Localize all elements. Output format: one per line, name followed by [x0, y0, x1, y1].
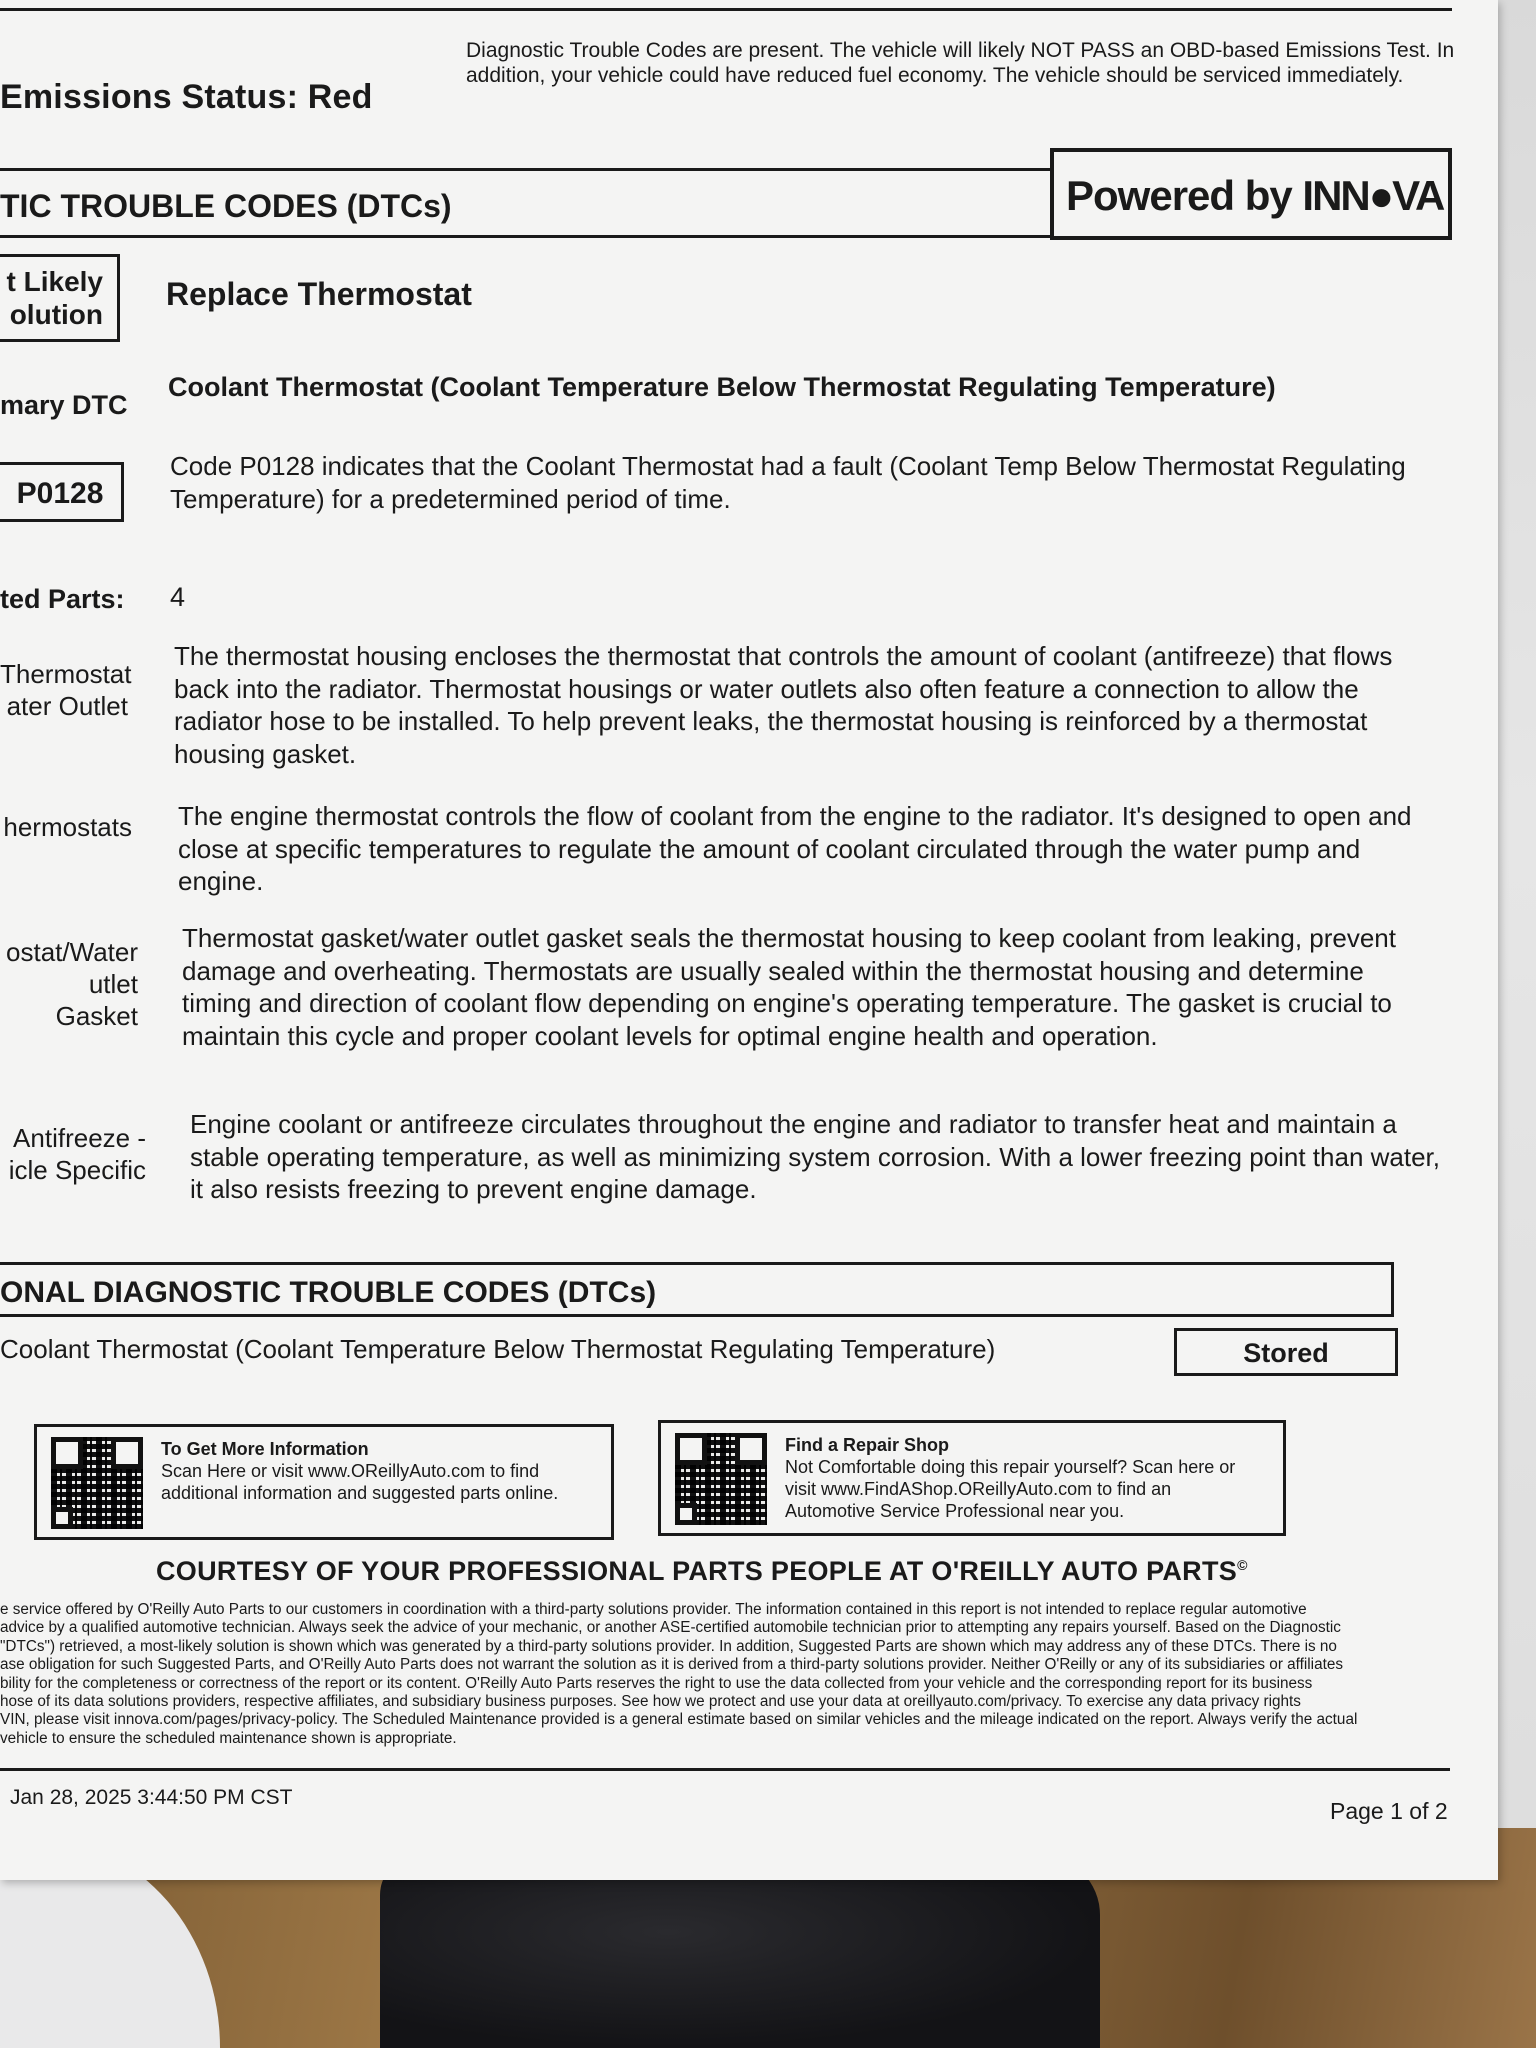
dtc-section-title: TIC TROUBLE CODES (DTCs)	[0, 188, 452, 224]
part-name-thermostats: hermostats	[3, 812, 132, 842]
part-description-thermostats: The engine thermostat controls the flow of coolant from the engine to the radiator. It's designed to open and close at specific temperatures to regulate the amount of coolant circulated through the water pump and engine.	[178, 801, 1412, 896]
more-info-text: Scan Here or visit www.OReillyAuto.com to find additional information and suggested parts online.	[161, 1461, 559, 1503]
courtesy-line	[156, 1556, 1248, 1587]
dark-cloth-background	[380, 1855, 1100, 2048]
powered-by-innova-logo	[1050, 148, 1452, 240]
qr-code-icon[interactable]	[51, 1437, 143, 1529]
disclaimer	[0, 1601, 1440, 1748]
disclaimer-line: advice by a qualified automotive technician. Always seek the advice of your mechanic, or another ASE-certified automobile technician prior to attempting any repairs yourself. Based on the Diagnostic	[0, 1619, 1341, 1637]
solution-value: Replace Thermostat	[166, 276, 472, 312]
primary-dtc-label: mary DTC	[0, 390, 128, 420]
dtc-status-badge: Stored	[1174, 1328, 1398, 1376]
emissions-status-message: Diagnostic Trouble Codes are present. The vehicle will likely NOT PASS an OBD-based Emissions Test. In addition, your vehicle could have reduced fuel economy. The vehicle should be serviced immediately.	[466, 39, 1455, 87]
emissions-status-title: Emissions Status: Red	[0, 78, 373, 116]
qr-code-icon[interactable]	[675, 1433, 767, 1525]
innova-brand: INN●VA	[1302, 172, 1444, 219]
page-number: Page 1 of 2	[1330, 1798, 1448, 1824]
disclaimer-line: "DTCs") retrieved, a most-likely solution is shown which was generated by a third-party solutions provider. In addition, Suggested Parts are shown which may address any of these DTCs. There is no	[0, 1637, 1337, 1655]
most-likely-solution-label: t Likely olution	[0, 254, 120, 342]
repair-shop-panel	[658, 1420, 1286, 1536]
part-description-thermostat-gasket: Thermostat gasket/water outlet gasket seals the thermostat housing to keep coolant from leaking, prevent damage and overheating. Thermostats are usually sealed within the thermostat housing and determine timing and direction of coolant flow depending on engine's operating temperature. The gasket is crucial to maintain this cycle and proper coolant levels for optimal engine health and operation.	[182, 923, 1396, 1051]
part-description-antifreeze: Engine coolant or antifreeze circulates throughout the engine and radiator to transfer heat and maintain a stable operating temperature, as well as minimizing system corrosion. With a lower freezing point than water, it also resists freezing to prevent engine damage.	[190, 1109, 1441, 1204]
suggested-parts-count: 4	[170, 582, 186, 612]
courtesy-text: COURTESY OF YOUR PROFESSIONAL PARTS PEOPLE AT O'REILLY AUTO PARTS	[156, 1556, 1238, 1586]
powered-by-text: Powered by	[1066, 172, 1303, 219]
part-name-thermostat-gasket: ostat/Water utlet Gasket	[6, 937, 138, 1031]
disclaimer-line: ase obligation for such Suggested Parts, and O'Reilly Auto Parts does not warrant the solution as it is derived from a third-party solutions provider. Neither O'Reilly or any of its subsidiaries or affiliates	[0, 1656, 1343, 1674]
disclaimer-line: bility for the completeness or correctness of the report or its content. O'Reilly Auto Parts reserves the right to use the data collected from your vehicle and the corresponding report for its business	[0, 1674, 1313, 1692]
footer-rule	[0, 1768, 1450, 1771]
suggested-parts-label: ted Parts:	[0, 584, 125, 614]
more-info-heading: To Get More Information	[161, 1439, 369, 1459]
top-rule	[0, 8, 1452, 11]
disclaimer-line: vehicle to ensure the scheduled maintenance shown is appropriate.	[0, 1729, 457, 1747]
part-name-thermostat-housing: Thermostat ater Outlet	[0, 659, 132, 721]
part-description-thermostat-housing: The thermostat housing encloses the thermostat that controls the amount of coolant (antifreeze) that flows back into the radiator. Thermostat housings or water outlets also often feature a connection to allow the radiator hose to be installed. To help prevent leaks, the thermostat housing is reinforced by a thermostat housing gasket.	[174, 641, 1393, 769]
dtc-explanation: Code P0128 indicates that the Coolant Thermostat had a fault (Coolant Temp Below Thermostat Regulating Temperature) for a predetermined period of time.	[170, 451, 1406, 514]
more-info-panel	[34, 1424, 614, 1540]
additional-dtc-description: Coolant Thermostat (Coolant Temperature Below Thermostat Regulating Temperature)	[0, 1334, 996, 1364]
additional-dtc-title: ONAL DIAGNOSTIC TROUBLE CODES (DTCs)	[0, 1276, 657, 1309]
disclaimer-line: e service offered by O'Reilly Auto Parts to our customers in coordination with a third-party solutions provider. The information contained in this report is not intended to replace regular automotive	[0, 1601, 1307, 1618]
part-name-antifreeze: Antifreeze - icle Specific	[8, 1123, 146, 1185]
repair-shop-heading: Find a Repair Shop	[785, 1435, 950, 1455]
disclaimer-line: VIN, please visit innova.com/pages/privacy-policy. The Scheduled Maintenance provided is a general estimate based on similar vehicles and the mileage indicated on the report. Always verify the actual	[0, 1711, 1358, 1729]
dtc-code-badge: P0128	[0, 462, 124, 522]
repair-shop-text: Not Comfortable doing this repair yourself? Scan here or visit www.FindAShop.OReillyAuto.com to find an Automotive Service Professional near you.	[785, 1457, 1236, 1521]
report-timestamp: Jan 28, 2025 3:44:50 PM CST	[10, 1786, 293, 1809]
copyright-mark: ©	[1237, 1557, 1248, 1573]
disclaimer-line: hose of its data solutions providers, respective affiliates, and subsidiary business purposes. See how we protect and use your data at oreillyauto.com/privacy. To exercise any data privacy rights	[0, 1693, 1301, 1711]
primary-dtc-description: Coolant Thermostat (Coolant Temperature Below Thermostat Regulating Temperature)	[168, 372, 1276, 402]
